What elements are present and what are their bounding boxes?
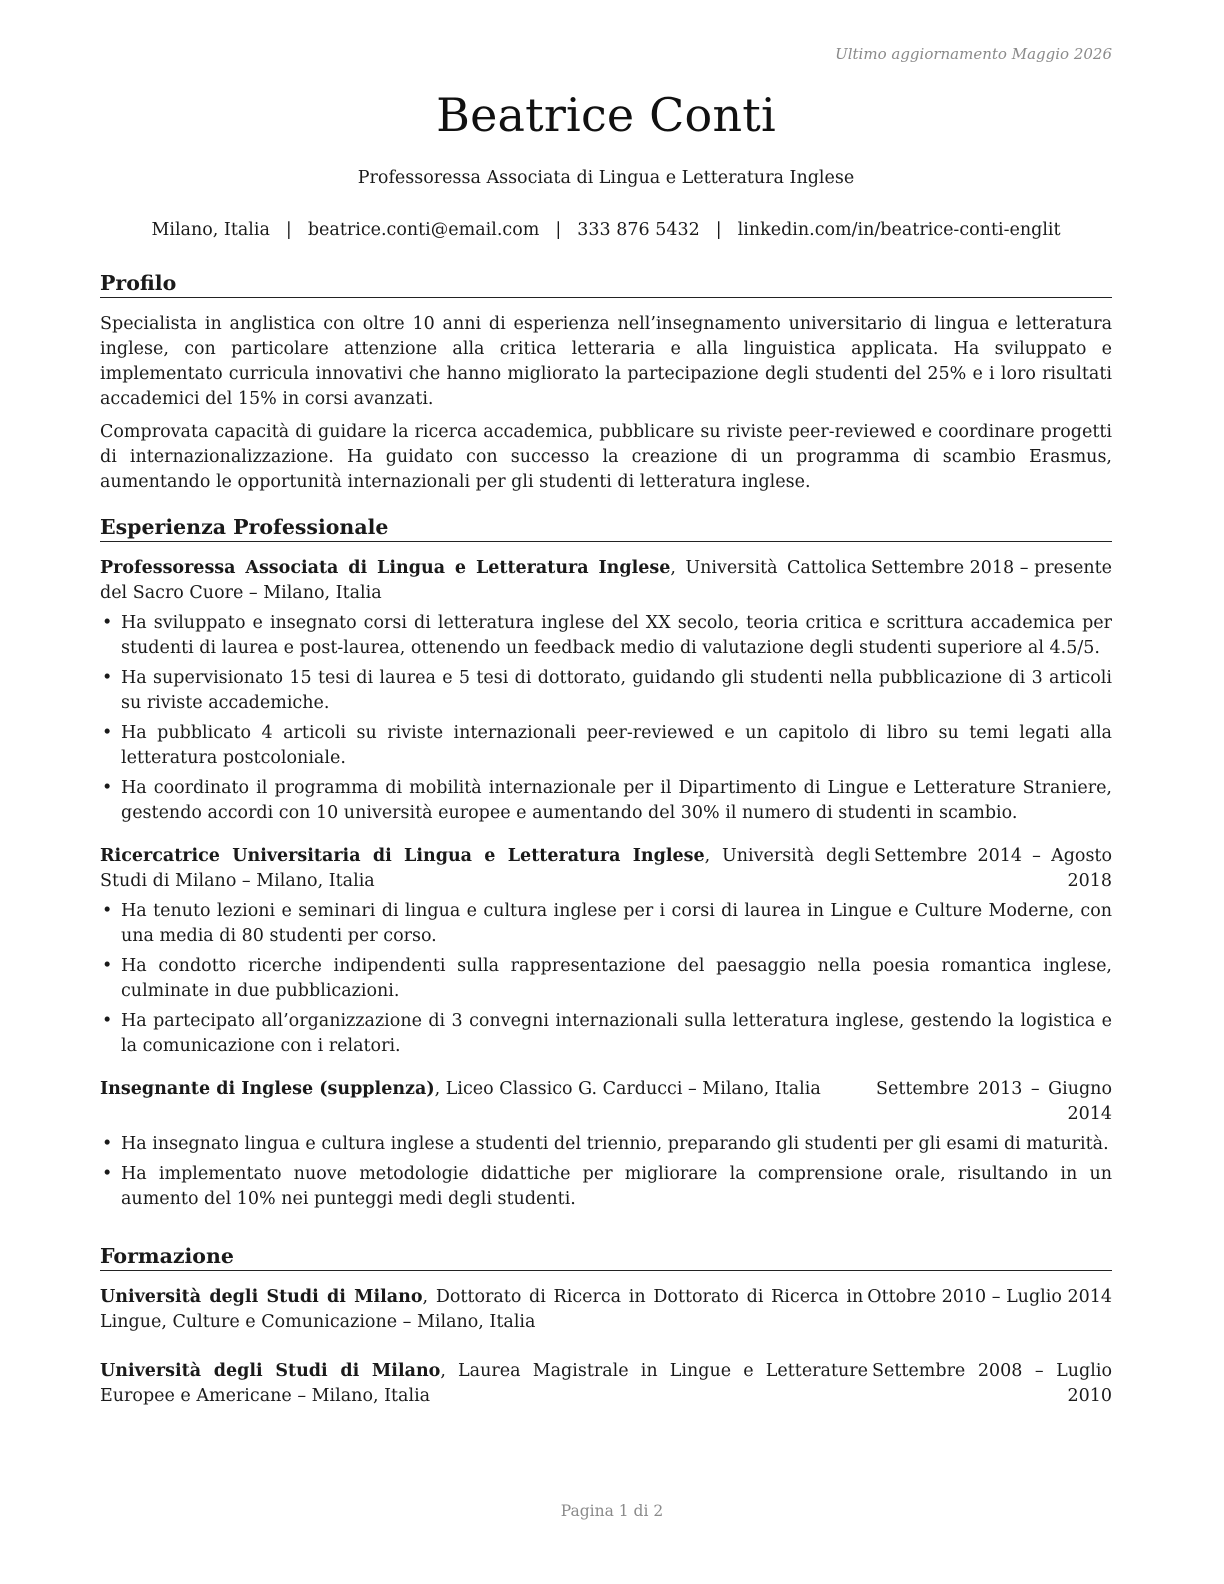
- section-heading-profile: Profilo: [100, 270, 1112, 298]
- list-item: • Ha coordinato il programma di mobilità internazionale per il Dipartimento di Lingue e Letterature Straniere, gestendo accordi con 10 università europee e aumentando del 30% il numero di studenti in scambio.: [100, 776, 1112, 826]
- entry-school: Università degli Studi di Milano: [100, 1287, 423, 1307]
- list-item: • Ha insegnato lingua e cultura inglese a studenti del triennio, preparando gli studenti per gli esami di maturità.: [100, 1132, 1112, 1157]
- entry-dates: Ottobre 2010 – Luglio 2014: [867, 1287, 1112, 1307]
- entry-title: [100, 1359, 868, 1409]
- entry-header: [100, 1359, 1112, 1409]
- entry-degree: , Dottorato di Ricerca in Dottorato di Ricerca in Lingue, Culture e Comunicazione – Milano, Italia: [100, 1287, 864, 1332]
- entry-role: Ricercatrice Universitaria di Lingua e Letteratura Inglese: [100, 846, 705, 866]
- list-item: • Ha pubblicato 4 articoli su riviste internazionali peer-reviewed e un capitolo di libro su temi legati alla letteratura postcoloniale.: [100, 721, 1112, 771]
- list-item: • Ha implementato nuove metodologie didattiche per migliorare la comprensione orale, risultando in un aumento del 10% nei punteggi medi degli studenti.: [100, 1162, 1112, 1212]
- page-number: Pagina 1 di 2: [560, 1502, 664, 1520]
- contact-separator: |: [285, 220, 292, 240]
- list-item: • Ha supervisionato 15 tesi di laurea e 5 tesi di dottorato, guidando gli studenti nella pubblicazione di 3 articoli su riviste accademiche.: [100, 666, 1112, 716]
- list-item: • Ha sviluppato e insegnato corsi di letteratura inglese del XX secolo, teoria critica e scrittura accademica per studenti di laurea e post-laurea, ottenendo un feedback medio di valutazione degli studenti superiore al 4.5/5.: [100, 611, 1112, 661]
- entry-header: [100, 1077, 1112, 1127]
- entry-school: Università degli Studi di Milano: [100, 1361, 441, 1381]
- section-heading-experience: Esperienza Professionale: [100, 514, 1112, 542]
- list-item: • Ha partecipato all’organizzazione di 3 convegni internazionali sulla letteratura inglese, gestendo la logistica e la comunicazione con i relatori.: [100, 1009, 1112, 1059]
- candidate-title: Professoressa Associata di Lingua e Letteratura Inglese: [357, 168, 855, 188]
- profile-section: [100, 270, 1112, 503]
- profile-paragraph: Comprovata capacità di guidare la ricerca accademica, pubblicare su riviste peer-reviewed e coordinare progetti di internazionalizzazione. Ha guidato con successo la creazione di un programma di scambio Erasmus, aumentando le opportunità internazionali per gli studenti di letteratura inglese.: [100, 422, 1112, 492]
- education-entry: [100, 1359, 1112, 1409]
- experience-entry: [100, 844, 1112, 1059]
- experience-entry: [100, 1077, 1112, 1212]
- entry-title: [100, 1285, 863, 1335]
- contact-linkedin[interactable]: linkedin.com/in/beatrice-conti-englit: [737, 220, 1061, 240]
- entry-title: [100, 1077, 872, 1102]
- education-section: [100, 1243, 1112, 1427]
- entry-role: Insegnante di Inglese (supplenza): [100, 1079, 435, 1099]
- contact-separator: |: [555, 220, 562, 240]
- section-heading-education: Formazione: [100, 1243, 1112, 1271]
- contact-location: Milano, Italia: [151, 220, 270, 240]
- entry-organization: , Università Cattolica del Sacro Cuore – Milano, Italia: [100, 558, 867, 603]
- education-entry: [100, 1285, 1112, 1335]
- entry-header: [100, 1285, 1112, 1335]
- entry-bullets: [100, 899, 1112, 1059]
- entry-title: [100, 844, 870, 894]
- entry-organization: , Università degli Studi di Milano – Milano, Italia: [100, 846, 870, 891]
- contact-line: [100, 220, 1112, 240]
- entry-bullets: [100, 1132, 1112, 1212]
- candidate-name: Beatrice Conti: [436, 88, 776, 142]
- experience-entry: [100, 556, 1112, 826]
- entry-dates: Settembre 2014 – Agosto 2018: [874, 846, 1112, 891]
- entry-role: Professoressa Associata di Lingua e Letteratura Inglese: [100, 558, 671, 578]
- entry-dates: Settembre 2008 – Luglio 2010: [872, 1361, 1112, 1406]
- list-item: • Ha condotto ricerche indipendenti sulla rappresentazione del paesaggio nella poesia romantica inglese, culminate in due pubblicazioni.: [100, 954, 1112, 1004]
- entry-organization: , Liceo Classico G. Carducci – Milano, Italia: [434, 1079, 821, 1099]
- entry-degree: , Laurea Magistrale in Lingue e Letterature Europee e Americane – Milano, Italia: [100, 1361, 868, 1406]
- experience-section: [100, 514, 1112, 1230]
- entry-header: [100, 556, 1112, 606]
- entry-header: [100, 844, 1112, 894]
- profile-paragraph: Specialista in anglistica con oltre 10 anni di esperienza nell’insegnamento universitario di lingua e letteratura inglese, con particolare attenzione alla critica letteraria e alla linguistica applicata. Ha sviluppato e implementato curricula innovativi che hanno migliorato la partecipazione degli studenti del 25% e i loro risultati accademici del 15% in corsi avanzati.: [100, 314, 1112, 409]
- contact-email[interactable]: beatrice.conti@email.com: [307, 220, 540, 240]
- entry-bullets: [100, 611, 1112, 826]
- entry-title: [100, 556, 867, 606]
- list-item: • Ha tenuto lezioni e seminari di lingua e cultura inglese per i corsi di laurea in Lingue e Culture Moderne, con una media di 80 studenti per corso.: [100, 899, 1112, 949]
- contact-separator: |: [715, 220, 722, 240]
- contact-phone: 333 876 5432: [577, 220, 700, 240]
- entry-dates: Settembre 2018 – presente: [870, 558, 1112, 578]
- last-updated: Ultimo aggiornamento Maggio 2026: [835, 45, 1112, 63]
- entry-dates: Settembre 2013 – Giugno 2014: [876, 1079, 1112, 1124]
